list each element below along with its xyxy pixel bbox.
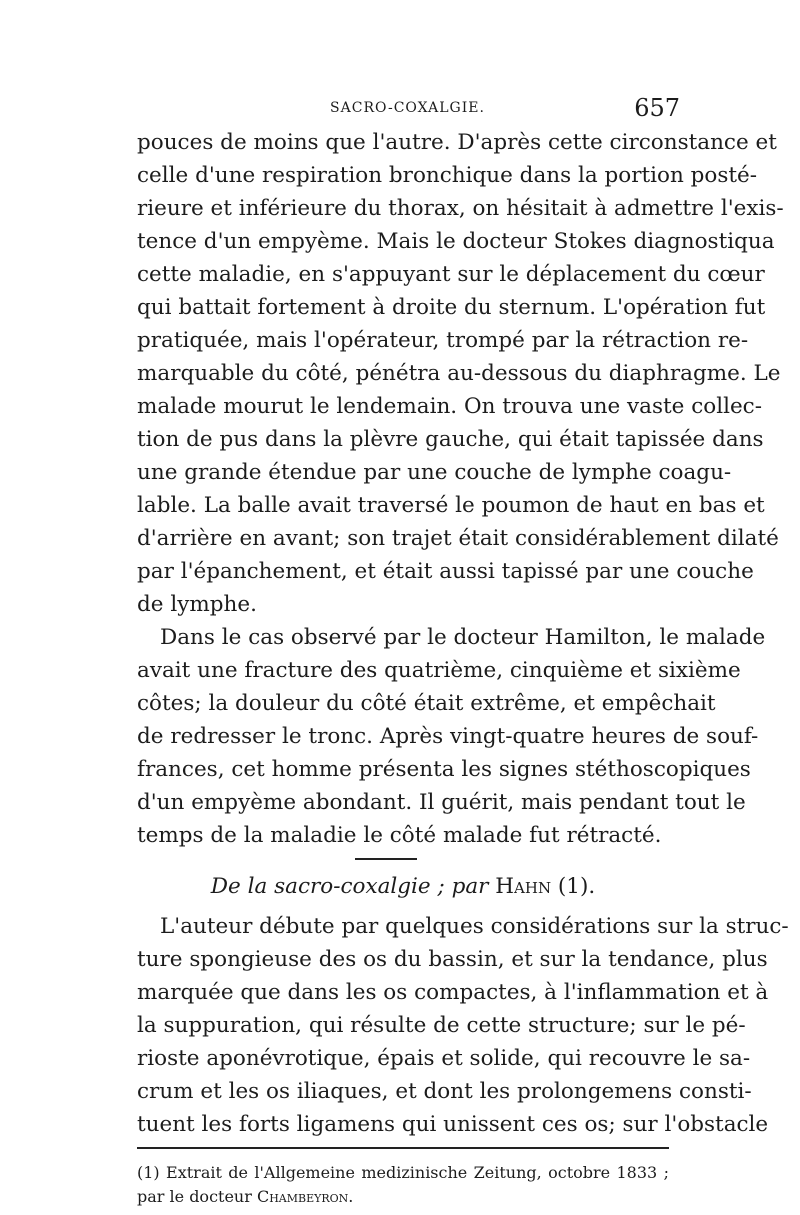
section-title-text: De la sacro-coxalgie ; par [210, 874, 489, 899]
text-line: crum et les os iliaques, et dont les prolongemens consti- [137, 1079, 752, 1104]
section-divider [355, 858, 417, 860]
footnote-rule [137, 1147, 669, 1149]
text-line: la suppuration, qui résulte de cette structure; sur le pé- [137, 1013, 746, 1038]
text-line: côtes; la douleur du côté était extrême, et empêchait [137, 691, 716, 716]
text-line: d'arrière en avant; son trajet était considérablement dilaté [137, 526, 779, 551]
text-line: malade mourut le lendemain. On trouva une vaste collec- [137, 394, 762, 419]
footnote-line [137, 1185, 669, 1209]
footnote-name: Chambeyron. [256, 1187, 354, 1206]
text-line: de lymphe. [137, 592, 257, 617]
text-line: Dans le cas observé par le docteur Hamilton, le malade [160, 625, 766, 650]
section-title [137, 870, 669, 903]
text-line: lable. La balle avait traversé le poumon de haut en bas et [137, 493, 765, 518]
text-line: tion de pus dans la plèvre gauche, qui était tapissée dans [137, 427, 764, 452]
text-line: qui battait fortement à droite du sternum. L'opération fut [137, 295, 766, 320]
text-line: rieure et inférieure du thorax, on hésitait à admettre l'exis- [137, 196, 784, 221]
running-title: SACRO-COXALGIE. [330, 100, 485, 116]
text-line: par l'épanchement, et était aussi tapissé par une couche [137, 559, 754, 584]
section-author: Hahn [495, 874, 552, 899]
footnote-line: (1) Extrait de l'Allgemeine medizinische Zeitung, octobre 1833 ; [137, 1163, 669, 1182]
text-line: tuent les forts ligamens qui unissent ces os; sur l'obstacle [137, 1112, 769, 1137]
text-line: pratiquée, mais l'opérateur, trompé par la rétraction re- [137, 328, 749, 353]
footnote-ref: (1). [557, 874, 596, 899]
text-line: L'auteur débute par quelques considérations sur la struc- [160, 914, 789, 939]
text-line: avait une fracture des quatrième, cinquième et sixième [137, 658, 741, 683]
text-line: de redresser le tronc. Après vingt-quatre heures de souf- [137, 724, 759, 749]
text-line: ture spongieuse des os du bassin, et sur la tendance, plus [137, 947, 768, 972]
text-line: cette maladie, en s'appuyant sur le déplacement du cœur [137, 262, 765, 287]
text-line: marquable du côté, pénétra au-dessous du diaphragme. Le [137, 361, 781, 386]
text-line: rioste aponévrotique, épais et solide, qui recouvre le sa- [137, 1046, 751, 1071]
text-line: temps de la maladie le côté malade fut rétracté. [137, 823, 662, 848]
footnote-text: par le docteur [137, 1187, 252, 1206]
text-line: marquée que dans les os compactes, à l'inflammation et à [137, 980, 769, 1005]
page-number: 657 [634, 94, 680, 122]
text-line: tence d'un empyème. Mais le docteur Stokes diagnostiqua [137, 229, 775, 254]
text-line: pouces de moins que l'autre. D'après cette circonstance et [137, 130, 777, 155]
running-head [135, 96, 680, 126]
text-line: une grande étendue par une couche de lymphe coagu- [137, 460, 732, 485]
text-line: d'un empyème abondant. Il guérit, mais pendant tout le [137, 790, 746, 815]
text-line: frances, cet homme présenta les signes stéthoscopiques [137, 757, 751, 782]
text-line: celle d'une respiration bronchique dans la portion posté- [137, 163, 757, 188]
